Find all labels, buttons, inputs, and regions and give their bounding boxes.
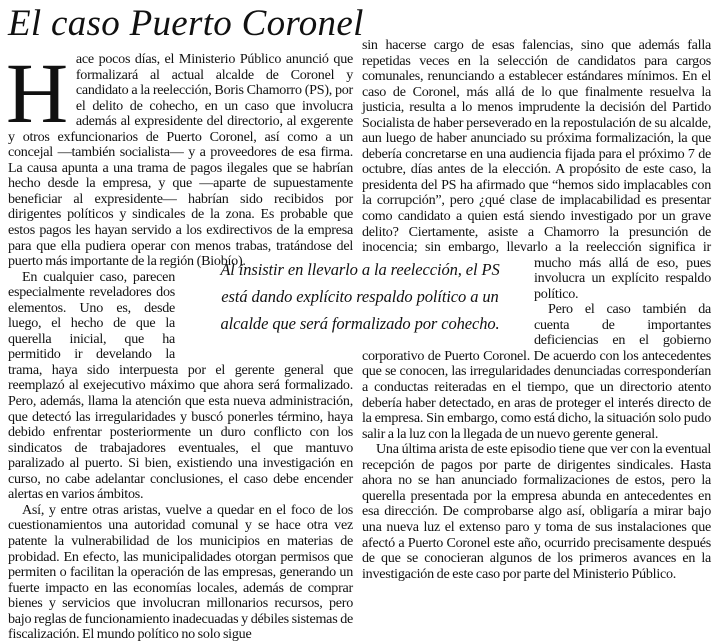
paragraph-1-text: ace pocos días, el Ministerio Público anunció que formalizará al actual alcalde de Coronel y candidato a la reelección, Boris Chamorro (PS), por el delito de cohecho, en un caso que involucra además al expresidente del directorio, al exgerente y otros exfuncionarios de Puerto Coronel, así como a un concejal —también socialista— y a proveedores de esa firma. La causa apunta a una trama de pagos ilegales que se habrían hecho desde la empresa, y que —aparte de supuestamente beneficiar al expresidente— habrían sido recibidos por dirigentes políticos y sindicales de la zona. Es probable que estos pagos les hayan servido a los exdirectivos de la empresa para que ella pudiera operar con menos trabas, tratándose del puerto más importante de la región (Biobío). — [8, 51, 353, 270]
paragraph-3: Así, y entre otras aristas, vuelve a quedar en el foco de los cuestionamientos una autoridad comunal y se hace otra vez patente la vulnerabilidad de los municipios en materias de probidad. En efecto, las municipalidades otorgan permisos que permiten o facilitan la operación de las empresas, generando un fuerte impacto en las economías locales, además de comprar bienes y servicios que involucran millonarios recursos, pero bajo reglas de funcionamiento inadecuadas y débiles sistemas de fiscalización. El mundo político no solo sigue — [8, 501, 354, 643]
article-title: El caso Puerto Coronel — [8, 3, 364, 44]
article-column-left — [6, 45, 354, 643]
paragraph-6: Una última arista de este episodio tiene que ver con la eventual recepción de pagos por parte de dirigentes sindicales. Hasta ahora no se han anunciado formalizaciones de estos, pero la querella presentada por la empresa abunda en antecedentes en esa dirección. De comprobarse algo así, obligaría a mirar bajo una nueva luz el extenso paro y toma de sus instalaciones que afectó a Puerto Coronel este año, ocurrido precisamente después de que se conocieran algunos de los primeros avances en la investigación de este caso por parte del Ministerio Público. — [362, 441, 711, 582]
drop-cap: H — [6, 45, 68, 141]
paragraph-1 — [6, 45, 353, 270]
paragraph-5: Pero el caso también da cuenta de importantes deficiencias en el gobierno corporativo de Puerto Coronel. De acuerdo con los antecedentes que se conocen, las irregularidades denunciadas corresponderían a conductas reiteradas en el tiempo, que un directorio atento debería haber detectado, en aras de proteger el interés directo de la empresa. Sin embargo, como está dicho, la situación solo pudo salir a la luz con la llegada de un nuevo gerente general. — [362, 301, 711, 442]
pull-quote: Al insistir en llevarlo a la reelección, el PS está dando explícito respaldo político a un alcalde que será formalizado por cohecho. — [220, 260, 500, 333]
paragraph-4: sin hacerse cargo de esas falencias, sino que además falla repetidas veces en la selección de candidatos para cargos comunales, renunciando a establecer estándares mínimos. En el caso de Coronel, más allá de lo que finalmente resuelva la justicia, resulta a lo menos imprudente la decisión del Partido Socialista de haber perseverado en la repostulación de su alcalde, aun luego de haber anunciado su próxima formalización, la que debería concretarse en una audiencia fijada para el próximo 7 de octubre, días antes de la elección. A propósito de este caso, la presidenta del PS ha afirmado que “hemos sido implacables con la corrupción”, pero ¿qué clase de implacabilidad es presentar como candidato a quien está siendo investigado por un grave delito? Ciertamente, asiste a Chamorro la presunción de inocencia; sin embargo, llevarlo a la reelección significa ir mucho más allá de eso, pues involucra un explícito respaldo político. — [362, 38, 711, 302]
paragraph-2: En cualquier caso, parecen especialmente reveladores dos elementos. Uno es, desde luego, el hecho de que la querella inicial, que ha permitido ir develando la trama, haya sido interpuesta por el gerente general que reemplazó al exejecutivo máximo que ahora será formalizado. Pero, además, llama la atención que esta nueva administración, que detectó las irregularidades y buscó ponerles término, haya debido enfrentar posteriormente un duro conflicto con los sindicatos de trabajadores eventuales, el que mantuvo paralizado al puerto. Si bien, existiendo una investigación en curso, no cabe adelantar conclusiones, el caso debe encender alertas en varios ámbitos. — [8, 268, 353, 503]
